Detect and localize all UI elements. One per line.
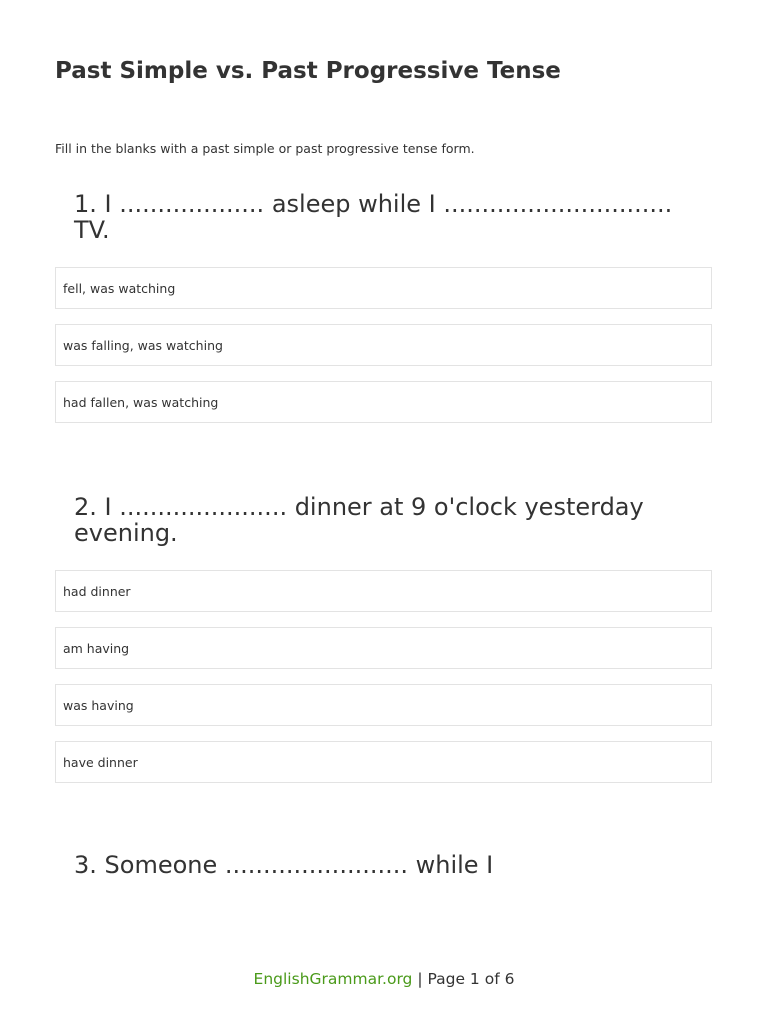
page-title: Past Simple vs. Past Progressive Tense <box>55 58 561 84</box>
question-3 <box>0 852 768 878</box>
question-text: 2. I ...................... dinner at 9 o'clock yesterday evening. <box>74 493 644 547</box>
footer-separator: | <box>412 970 428 988</box>
question-text: 3. Someone ........................ while I <box>74 851 494 879</box>
page-indicator: Page 1 of 6 <box>427 970 515 988</box>
answer-options <box>55 267 712 423</box>
answer-options <box>55 570 712 783</box>
answer-option[interactable]: was falling, was watching <box>55 324 712 366</box>
answer-option[interactable]: had dinner <box>55 570 712 612</box>
answer-option[interactable]: am having <box>55 627 712 669</box>
question-text: 1. I ................... asleep while I .............................. TV. <box>74 190 673 244</box>
answer-option[interactable]: fell, was watching <box>55 267 712 309</box>
answer-option[interactable]: have dinner <box>55 741 712 783</box>
site-link[interactable]: EnglishGrammar.org <box>253 970 413 988</box>
page-footer <box>0 969 768 989</box>
answer-option[interactable]: was having <box>55 684 712 726</box>
answer-option[interactable]: had fallen, was watching <box>55 381 712 423</box>
question-1 <box>0 191 768 438</box>
instructions: Fill in the blanks with a past simple or past progressive tense form. <box>55 141 475 156</box>
question-2 <box>0 494 768 798</box>
